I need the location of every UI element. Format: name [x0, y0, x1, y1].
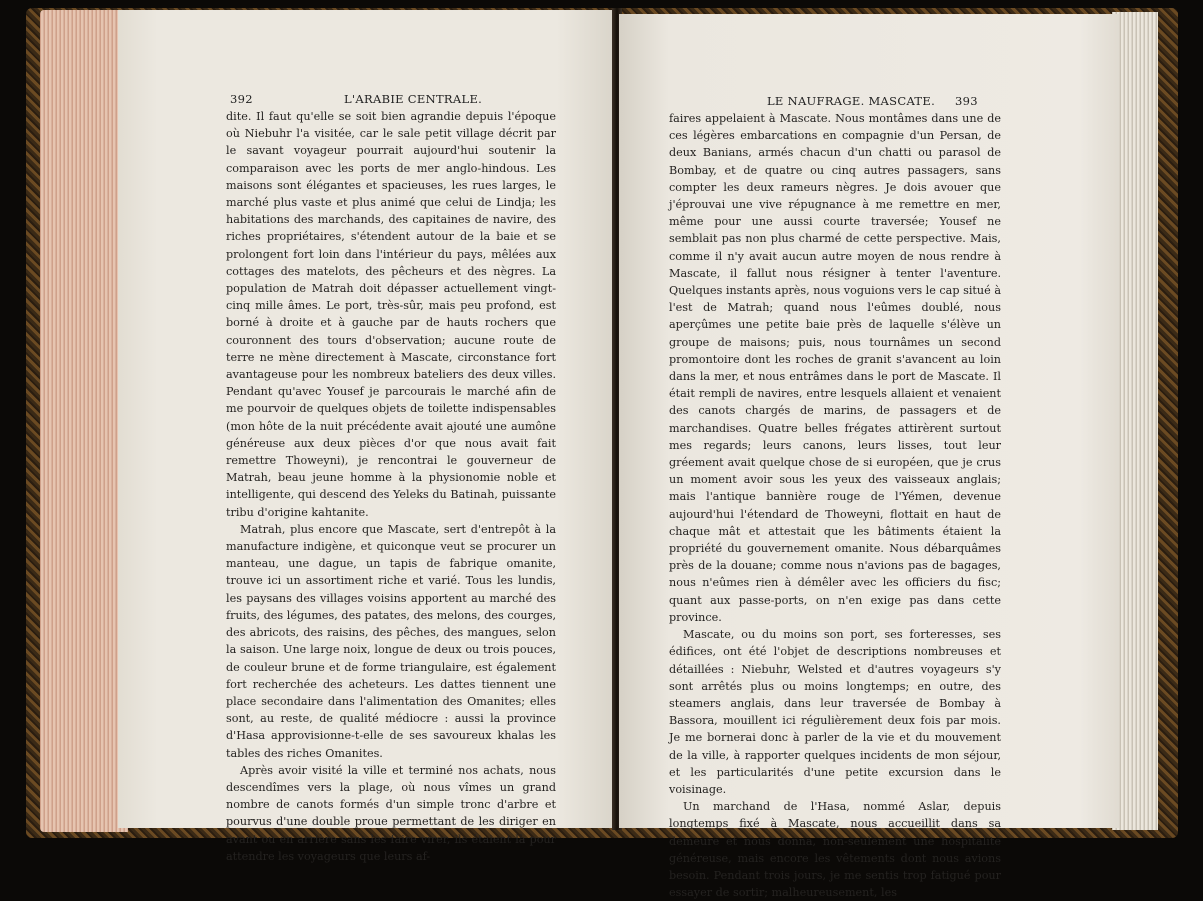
left-paragraph-1: dite. Il faut qu'elle se soit bien agrandie depuis l'époque où Niebuhr l'a visitée, car le sale petit village décrit par le savant voyageur pourrait aujourd'hui soutenir la comparaison avec les ports de mer anglo-hindous. Les maisons sont élégantes et spacieuses, les rues larges, le marché plus vaste et plus animé que celui de Lindja; les habitations des marchands, des capitaines de navire, des riches propriétaires, s'étendent autour de la baie et se prolongent fort loin dans l'intérieur du pays, mêlées aux cottages des matelots, des pêcheurs et des nègres. La population de Matrah doit dépasser actuellement vingt-cinq mille âmes. Le port, très-sûr, mais peu profond, est borné à droite et à gauche par de hauts rochers que couronnent des tours d'observation; aucune route de terre ne mène directement à Mascate, circonstance fort avantageuse pour les nombreux bateliers des deux villes. Pendant qu'avec Yousef je parcourais le marché afin de me pourvoir de quelques objets de toilette indispensables (mon hôte de la nuit précédente avait ajouté une aumône généreuse aux deux pièces d'or que nous avait fait remettre Thoweyni), je rencontrai le gouverneur de Matrah, beau jeune homme à la physionomie noble et intelligente, qui descend des Yeleks du Batinah, puissante tribu d'origine kahtanite. [226, 110, 556, 519]
right-paragraph-1: faires appelaient à Mascate. Nous montâmes dans une de ces légères embarcations en compagnie d'un Persan, de deux Banians, armés chacun d'un chatti ou parasol de Bombay, et de quatre ou cinq autres passagers, sans compter les deux rameurs nègres. Je dois avouer que j'éprouvai une vive répugnance à me remettre en mer, même pour une aussi courte traversée; Yousef ne semblait pas non plus charmé de cette perspective. Mais, comme il n'y avait aucun autre moyen de nous rendre à Mascate, il fallut nous résigner à tenter l'aventure. Quelques instants après, nous voguions vers le cap situé à l'est de Matrah; quand nous l'eûmes doublé, nous aperçûmes une petite baie près de laquelle s'élève un groupe de maisons; puis, nous tournâmes un second promontoire dont les roches de granit s'avancent au loin dans la mer, et nous entrâmes dans le port de Mascate. Il était rempli de navires, entre lesquels allaient et venaient des canots chargés de marins, de passagers et de marchandises. Quatre belles frégates attirèrent surtout mes regards; leurs canons, leurs lisses, tout leur gréement avait quelque chose de si européen, que je crus un moment avoir sous les yeux des vaisseaux anglais; mais l'antique bannière rouge de l'Yémen, devenue aujourd'hui l'étendard de Thoweyni, flottait en haut de chaque mât et attestait que les bâtiments étaient la propriété du gouvernement omanite. Nous débarquâmes près de la douane; comme nous n'avions pas de bagages, nous n'eûmes rien à démêler avec les officiers du fisc; quant aux passe-ports, on n'en exige pas dans cette province. [669, 112, 1001, 624]
left-page [118, 10, 616, 863]
right-page-number: 393 [955, 94, 978, 108]
left-page-edges [40, 10, 128, 832]
left-page-number: 392 [230, 92, 253, 106]
right-paragraph-2: Mascate, ou du moins son port, ses forteresses, ses édifices, ont été l'objet de descriptions nombreuses et détaillées : Niebuhr, Welsted et d'autres voyageurs s'y sont arrêtés plus ou moins longtemps; en outre, des steamers anglais, dans leur traversée de Bombay à Bassora, mouillent ici régulièrement deux fois par mois. Je me bornerai donc à parler de la vie et du mouvement de la ville, à rapporter quelques incidents de mon séjour, et les particularités d'une petite excursion dans le voisinage. [669, 628, 1001, 796]
right-running-head: LE NAUFRAGE. MASCATE. [767, 94, 936, 108]
left-page-text [226, 108, 556, 865]
left-running-head: L'ARABIE CENTRALE. [344, 92, 483, 106]
right-page-text [669, 110, 1001, 901]
right-paragraph-3: Un marchand de l'Hasa, nommé Aslar, depuis longtemps fixé à Mascate, nous accueillit dans sa demeure et nous donna, non-seulement une hospitalité généreuse, mais encore les vêtements dont nous avions besoin. Pendant trois jours, je me sentis trop fatigué pour essayer de sortir; malheureusement, les [669, 800, 1001, 900]
left-paragraph-3: Après avoir visité la ville et terminé nos achats, nous descendîmes vers la plage, où nous vîmes un grand nombre de canots formés d'un simple tronc d'arbre et pourvus d'une double proue permettant de les diriger en avant ou en arrière sans les faire virer, ils étaient là pour attendre les voyageurs que leurs af- [226, 763, 556, 863]
right-page [619, 14, 1119, 900]
left-paragraph-2: Matrah, plus encore que Mascate, sert d'entrepôt à la manufacture indigène, et quiconque veut se procurer un manteau, une dague, un tapis de fabrique omanite, trouve ici un assortiment riche et varié. Tous les lundis, les paysans des villages voisins apportent au marché des fruits, des légumes, des patates, des melons, des courges, des abricots, des raisins, des pêches, des mangues, selon la saison. Une large noix, longue de deux ou trois pouces, de couleur brune et de forme triangulaire, est également fort recherchée des acheteurs. Les dattes tiennent une place secondaire dans l'alimentation des Omanites; elles sont, au reste, de qualité médiocre : aussi la province d'Hasa approvisionne-t-elle de ses savoureux khalas les tables des riches Omanites. [226, 522, 556, 760]
